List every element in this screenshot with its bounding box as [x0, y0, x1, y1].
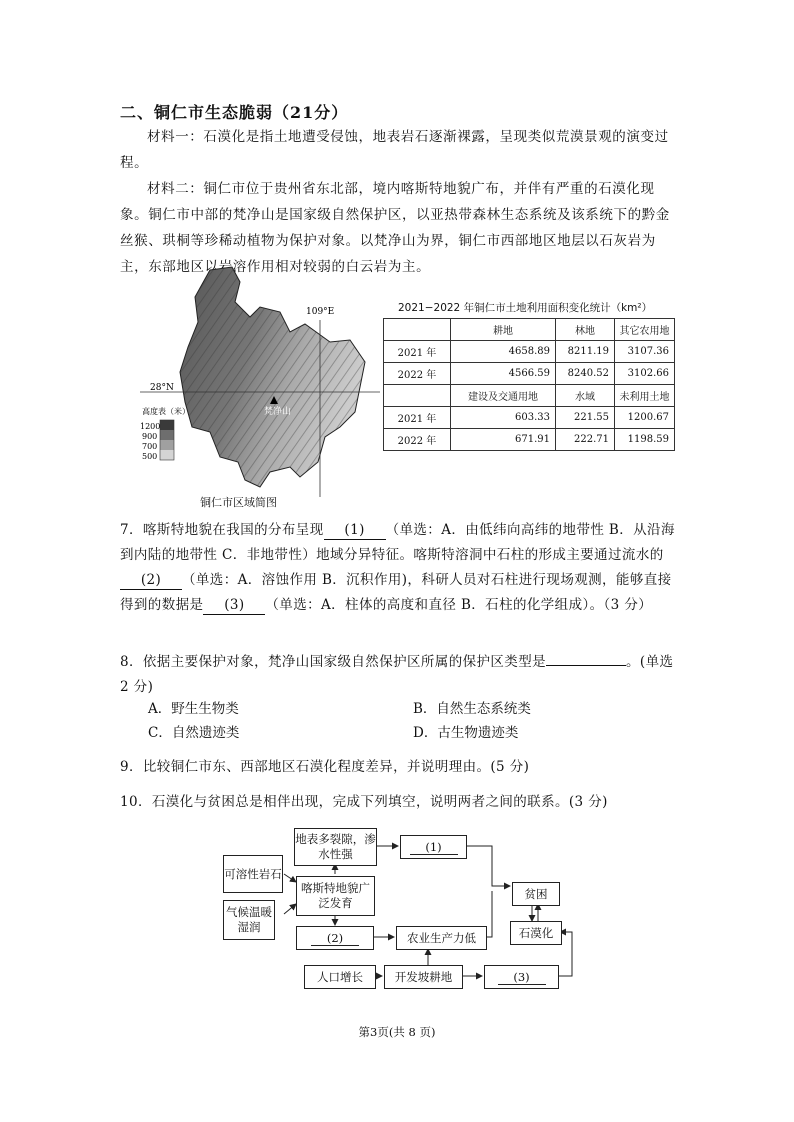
- question-text: 8．依据主要保护对象，梵净山国家级自然保护区所属的保护区类型是: [120, 654, 546, 670]
- table-cell: 221.55: [556, 407, 615, 429]
- blank-label: (2): [311, 931, 359, 946]
- flowchart: [220, 826, 580, 992]
- elevation-legend: [140, 406, 190, 461]
- table-header-cell: 水域: [556, 385, 615, 407]
- table-row: [384, 363, 675, 385]
- option-b: B．自然生态系统类: [413, 701, 531, 717]
- table-header-cell: [384, 319, 451, 341]
- table-row: [384, 407, 675, 429]
- table-header-cell: 其它农用地: [615, 319, 675, 341]
- table-cell: 4566.59: [451, 363, 556, 385]
- flow-fissures: 地表多裂隙，渗水性强: [294, 828, 377, 866]
- table-cell: 1200.67: [615, 407, 675, 429]
- table-cell: 3107.36: [615, 341, 675, 363]
- table-header-cell: 林地: [556, 319, 615, 341]
- map-graphic: [140, 262, 380, 497]
- table-cell: 603.33: [451, 407, 556, 429]
- flow-blank-1[interactable]: [400, 835, 467, 859]
- flow-climate: 气候温暖湿润: [223, 900, 275, 940]
- table-cell: 8211.19: [556, 341, 615, 363]
- flow-slope-farming: 开发坡耕地: [384, 965, 463, 989]
- question-7: [120, 518, 680, 618]
- tongren-region-map: [140, 262, 380, 497]
- latitude-label: 28°N: [150, 383, 174, 393]
- legend-swatch: [160, 450, 174, 460]
- table-cell: 2022 年: [384, 363, 451, 385]
- table-row: [384, 341, 675, 363]
- legend-swatch: [160, 420, 174, 430]
- answer-blank[interactable]: [546, 665, 626, 666]
- question-9: 9．比较铜仁市东、西部地区石漠化程度差异，并说明理由。(5 分): [120, 759, 530, 775]
- legend-swatch: [160, 440, 174, 450]
- answer-blank[interactable]: (3): [203, 596, 265, 615]
- table-cell: 671.91: [451, 429, 556, 451]
- flow-low-productivity: 农业生产力低: [396, 926, 487, 950]
- flow-blank-2[interactable]: [296, 926, 374, 950]
- question-text: （单选：A．柱体的高度和直径 B．石柱的化学组成）。（3 分）: [265, 597, 653, 613]
- table-cell: 3102.66: [615, 363, 675, 385]
- flow-poverty: 贫困: [512, 882, 560, 906]
- blank-label: (3): [498, 970, 546, 985]
- table-title: 2021−2022 年铜仁市土地利用面积变化统计（km²）: [398, 302, 653, 314]
- legend-value: 900: [142, 432, 158, 441]
- table-header-row: [384, 385, 675, 407]
- question-text: （单选：A．溶蚀作用 B．沉积作用)，科研人员对石柱进行现场观测，能够直接得到的数据是: [120, 572, 672, 613]
- table-row: [384, 429, 675, 451]
- material-one: 材料一：石漠化是指土地遭受侵蚀，地表岩石逐渐裸露，呈现类似荒漠景观的演变过程。: [120, 129, 669, 171]
- question-8: [120, 650, 680, 700]
- table-header-cell: 未利用土地: [615, 385, 675, 407]
- question-text: 7．喀斯特地貌在我国的分布呈现: [120, 522, 324, 538]
- flow-rocky-desertification: 石漠化: [510, 921, 562, 945]
- flow-blank-3[interactable]: [484, 965, 559, 989]
- table-cell: 4658.89: [451, 341, 556, 363]
- table-header-cell: 耕地: [451, 319, 556, 341]
- legend-title: 高度表（米）: [142, 407, 190, 416]
- map-caption: 铜仁市区域简图: [200, 496, 277, 509]
- option-d: D．古生物遗迹类: [413, 725, 519, 741]
- legend-swatch: [160, 430, 174, 440]
- question-10: 10．石漠化与贫困总是相伴出现，完成下列填空，说明两者之间的联系。(3 分): [120, 794, 608, 810]
- blank-label: (1): [410, 840, 458, 855]
- legend-value: 700: [142, 442, 158, 451]
- flow-population-growth: 人口增长: [304, 965, 376, 989]
- option-a: A．野生生物类: [148, 701, 239, 717]
- table-header-cell: [384, 385, 451, 407]
- flow-karst: 喀斯特地貌广泛发育: [296, 876, 375, 916]
- option-c: C．自然遗迹类: [148, 725, 240, 741]
- question-text: （单选：A．由低纬向高纬的地带性 B．从沿海到内陆的地带性 C．非地带性）地域分异特征。喀斯特溶洞中石柱的形成主要通过流水的: [120, 522, 675, 563]
- table-header-row: [384, 319, 675, 341]
- table-header-cell: 建设及交通用地: [451, 385, 556, 407]
- longitude-label: 109°E: [306, 307, 335, 317]
- section-title: 二、铜仁市生态脆弱（21分）: [120, 103, 349, 122]
- table-cell: 2021 年: [384, 407, 451, 429]
- question-text: 。(单选 2 分): [120, 654, 674, 695]
- table-cell: 2021 年: [384, 341, 451, 363]
- land-use-table: [383, 318, 675, 451]
- material-two: 材料二：铜仁市位于贵州省东北部，境内喀斯特地貌广布，并伴有严重的石漠化现象。铜仁市中部的梵净山是国家级自然保护区，以亚热带森林生态系统及该系统下的黔金丝猴、珙桐等珍稀动植物为保护对象。以梵净山为界，铜仁市西部地区地层以石灰岩为主，东部地区以岩溶作用相对较弱的白云岩为主。: [120, 181, 670, 275]
- answer-blank[interactable]: (1): [324, 521, 386, 540]
- legend-value: 1200: [140, 422, 161, 431]
- table-cell: 1198.59: [615, 429, 675, 451]
- table-cell: 2022 年: [384, 429, 451, 451]
- page-number: 第3页(共 8 页): [358, 1025, 436, 1039]
- legend-value: 500: [142, 452, 158, 461]
- flow-soluble-rock: 可溶性岩石: [223, 855, 283, 893]
- answer-blank[interactable]: (2): [120, 571, 182, 590]
- table-cell: 222.71: [556, 429, 615, 451]
- table-cell: 8240.52: [556, 363, 615, 385]
- peak-label: 梵净山: [264, 407, 292, 417]
